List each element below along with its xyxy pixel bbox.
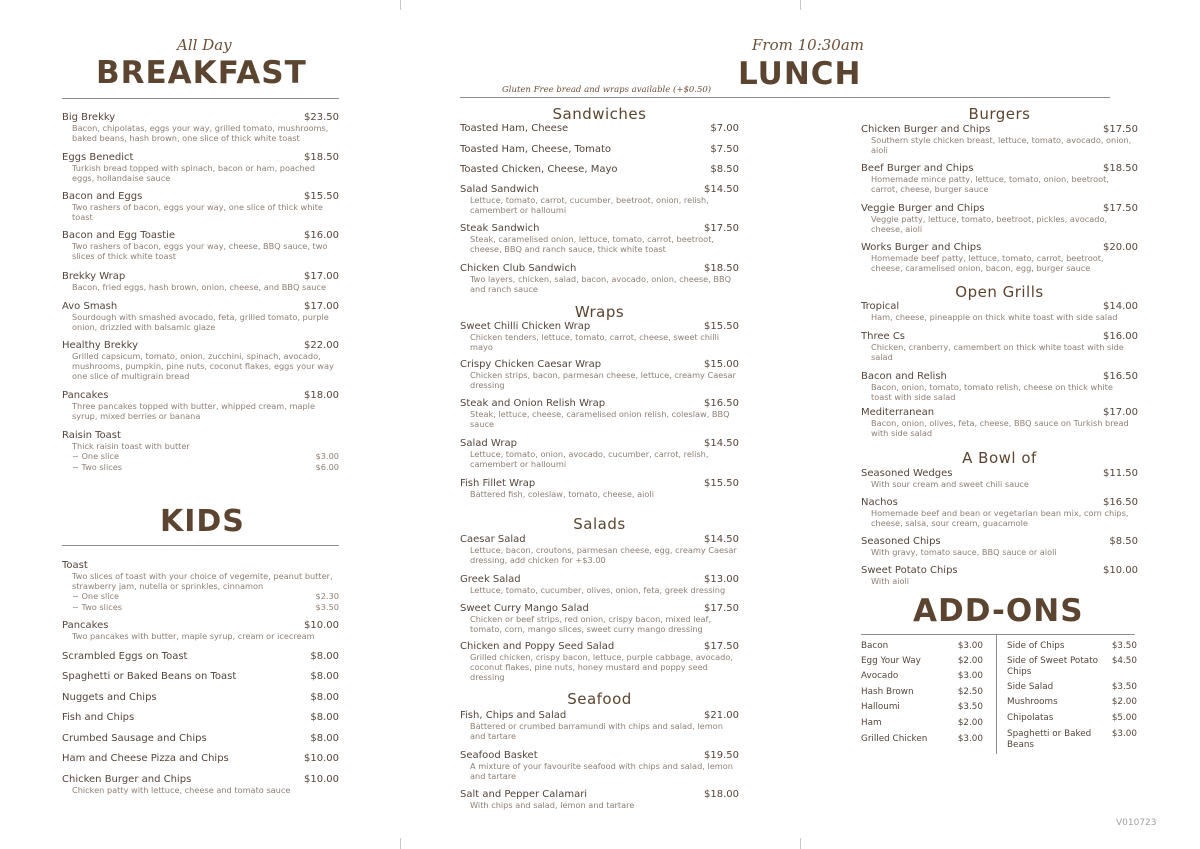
item-description: Two layers, chicken, salad, bacon, avocado, onion, cheese, BBQ and ranch sauce [470, 274, 732, 294]
addon-price: $5.00 [1111, 713, 1137, 723]
item-price: $19.50 [704, 750, 739, 761]
item-description: Homemade beef and bean or vegetarian bean mix, corn chips, cheese, salsa, sour cream, guacamole [871, 508, 1129, 528]
item-name: Chicken Burger and Chips [62, 774, 192, 785]
addon-name: Side of Sweet Potato Chips [1007, 656, 1098, 677]
item-description: Steak, caramelised onion, lettuce, tomato, carrot, beetroot, cheese, BBQ and ranch sauce, thick white toast [470, 234, 715, 254]
item-price: $8.00 [310, 671, 339, 682]
menu-item [861, 331, 1138, 362]
item-name: Toasted Ham, Cheese, Tomato [460, 144, 611, 155]
item-price: $18.50 [704, 263, 739, 274]
menu-item [460, 710, 739, 741]
option-label: ~ Two slices [72, 601, 123, 612]
addon-item [861, 687, 983, 698]
item-name: Salad Sandwich [460, 184, 539, 195]
item-price: $23.50 [304, 112, 339, 123]
item-description: With chips and salad, lemon and tartare [470, 800, 635, 810]
menu-item [62, 753, 339, 764]
item-name: Tropical [861, 301, 900, 312]
item-price: $17.50 [704, 641, 739, 652]
item-name: Pancakes [62, 390, 109, 401]
menu-item [62, 774, 339, 795]
item-description: Two pancakes with butter, maple syrup, cream or icecream [72, 631, 315, 641]
item-price: $18.00 [704, 789, 739, 800]
menu-item [460, 123, 739, 134]
item-description: Ham, cheese, pineapple on thick white toast with side salad [871, 312, 1118, 322]
item-price: $16.50 [1103, 497, 1138, 508]
item-price: $8.00 [310, 733, 339, 744]
item-option [62, 462, 339, 473]
addon-price: $3.50 [1111, 682, 1137, 692]
option-price: $3.00 [315, 451, 339, 461]
menu-item [861, 242, 1138, 273]
item-description: Chicken patty with lettuce, cheese and tomato sauce [72, 785, 291, 795]
addon-name: Side Salad [1007, 682, 1054, 692]
addon-price: $3.00 [1111, 729, 1137, 739]
menu-item [460, 641, 739, 682]
menu-item [861, 124, 1138, 155]
addon-name: Avocado [861, 671, 899, 681]
item-name: Scrambled Eggs on Toast [62, 651, 188, 662]
item-option [62, 591, 339, 602]
addons-title: ADD-ONS [913, 593, 1084, 629]
addon-item [861, 702, 983, 713]
addon-name: Ham [861, 718, 882, 728]
item-name: Avo Smash [62, 301, 118, 312]
item-description: Two rashers of bacon, eggs your way, cheese, BBQ sauce, two slices of thick white toast [72, 241, 328, 261]
item-price: $17.00 [1103, 407, 1138, 418]
item-name: Mediterranean [861, 407, 935, 418]
breakfast-title: BREAKFAST [96, 55, 307, 91]
addon-item [1007, 729, 1137, 750]
addons-divider [996, 634, 997, 754]
item-name: Nuggets and Chips [62, 692, 157, 703]
item-name: Healthy Brekky [62, 340, 138, 351]
item-description: Bacon, chipolatas, eggs your way, grilled tomato, mushrooms, baked beans, hash brown, one slice of thick white toast [72, 123, 329, 143]
addon-item [861, 734, 983, 745]
addon-price: $3.50 [1111, 641, 1137, 651]
divider [861, 634, 1135, 635]
menu-item [460, 398, 739, 429]
item-price: $10.00 [304, 620, 339, 631]
option-price: $3.50 [315, 601, 339, 612]
item-price: $21.00 [704, 710, 739, 721]
addon-name: Hash Brown [861, 687, 914, 697]
addon-name: Halloumi [861, 702, 900, 712]
menu-item [861, 203, 1138, 234]
item-description: Two rashers of bacon, eggs your way, one slice of thick white toast [72, 202, 323, 222]
menu-item [62, 651, 339, 662]
fold-mark [400, 838, 401, 849]
menu-item [460, 223, 739, 254]
menu-item [861, 407, 1138, 438]
addon-name: Spaghetti or Baked Beans [1007, 729, 1092, 750]
menu-item [62, 191, 339, 222]
menu-item [460, 144, 739, 155]
item-price: $18.50 [304, 152, 339, 163]
menu-item [62, 733, 339, 744]
item-name: Nachos [861, 497, 898, 508]
addon-price: $3.00 [957, 641, 983, 651]
menu-item [62, 340, 339, 381]
menu-item [62, 430, 339, 472]
item-description: Homemade beef patty, lettuce, tomato, carrot, beetroot, cheese, caramelised onion, bacon, egg, burger sauce [871, 253, 1104, 273]
item-description: Battered or crumbed barramundi with chips and salad, lemon and tartare [470, 721, 723, 741]
item-name: Chicken and Poppy Seed Salad [460, 641, 615, 652]
item-price: $16.00 [304, 230, 339, 241]
item-description: With aioli [871, 576, 910, 586]
addon-name: Mushrooms [1007, 697, 1058, 707]
item-price: $8.00 [310, 692, 339, 703]
item-price: $15.50 [304, 191, 339, 202]
menu-item [460, 359, 739, 390]
item-name: Salad Wrap [460, 438, 517, 449]
addon-price: $2.00 [957, 718, 983, 728]
menu-item [460, 789, 739, 810]
item-description: Chicken or beef strips, red onion, crispy bacon, mixed leaf, tomato, corn, mango slices, sweet curry mango dressing [470, 614, 712, 634]
option-price: $2.30 [315, 591, 339, 601]
addon-item [861, 718, 983, 729]
gluten-free-note: Gluten Free bread and wraps available (+$0.50) [502, 85, 712, 95]
item-price: $16.50 [1103, 371, 1138, 382]
item-description: Turkish bread topped with spinach, bacon or ham, poached eggs, hollandaise sauce [72, 163, 315, 183]
addon-price: $3.00 [957, 734, 983, 744]
item-description: With gravy, tomato sauce, BBQ sauce or aioli [871, 547, 1057, 557]
lunch-subtitle: From 10:30am [752, 36, 864, 54]
menu-item [62, 390, 339, 421]
item-price: $15.00 [704, 359, 739, 370]
item-price: $14.50 [704, 184, 739, 195]
addon-price: $2.00 [957, 656, 983, 666]
item-name: Spaghetti or Baked Beans on Toast [62, 671, 237, 682]
option-label: ~ One slice [72, 591, 120, 601]
item-price: $14.50 [704, 534, 739, 545]
item-name: Raisin Toast [62, 430, 121, 441]
addon-price: $2.00 [1111, 697, 1137, 707]
addon-price: $2.50 [957, 687, 983, 697]
item-price: $13.00 [704, 574, 739, 585]
item-name: Works Burger and Chips [861, 242, 982, 253]
divider [62, 545, 339, 546]
addon-price: $4.50 [1111, 656, 1137, 666]
bowl-heading: A Bowl of [962, 449, 1037, 467]
item-name: Seasoned Chips [861, 536, 941, 547]
item-description: Chicken strips, bacon, parmesan cheese, lettuce, creamy Caesar dressing [470, 370, 736, 390]
item-price: $10.00 [304, 774, 339, 785]
item-name: Veggie Burger and Chips [861, 203, 985, 214]
item-price: $17.50 [1103, 203, 1138, 214]
item-price: $22.00 [304, 340, 339, 351]
item-name: Sweet Chilli Chicken Wrap [460, 321, 591, 332]
item-description: Grilled capsicum, tomato, onion, zucchini, spinach, avocado, mushrooms, pumpkin, pine nuts, coconut flakes, eggs your way one slice of multigrain bread [72, 351, 334, 381]
addon-name: Bacon [861, 641, 889, 651]
item-price: $15.50 [704, 321, 739, 332]
item-name: Chicken Club Sandwich [460, 263, 577, 274]
divider [460, 97, 1110, 98]
addon-name: Grilled Chicken [861, 734, 928, 744]
item-description: Sourdough with smashed avocado, feta, grilled tomato, purple onion, drizzled with balsamic glaze [72, 312, 329, 332]
item-description: Bacon, fried eggs, hash brown, onion, cheese, and BBQ sauce [72, 282, 326, 292]
item-description: Southern style chicken breast, lettuce, tomato, avocado, onion, aioli [871, 135, 1132, 155]
item-description: Two slices of toast with your choice of vegemite, peanut butter, strawberry jam, nutella or sprinkles, cinnamon [72, 571, 333, 591]
item-option [62, 451, 339, 462]
menu-item [861, 497, 1138, 528]
addon-item [861, 656, 983, 667]
item-price: $17.50 [704, 223, 739, 234]
item-description: Homemade mince patty, lettuce, tomato, onion, beetroot, carrot, cheese, burger sauce [871, 174, 1109, 194]
option-label: ~ One slice [72, 451, 120, 461]
item-price: $10.00 [1103, 565, 1138, 576]
item-name: Pancakes [62, 620, 109, 631]
menu-item [460, 750, 739, 781]
menu-item [460, 164, 739, 175]
item-name: Crispy Chicken Caesar Wrap [460, 359, 602, 370]
item-description: Grilled chicken, crispy bacon, lettuce, purple cabbage, avocado, coconut flakes, pine nuts, honey mustard and poppy seed dressing [470, 652, 733, 682]
item-description: Lettuce, tomato, cucumber, olives, onion, feta, greek dressing [470, 585, 726, 595]
item-price: $7.00 [710, 123, 739, 134]
menu-item [861, 301, 1138, 322]
option-label: ~ Two slices [72, 461, 123, 472]
item-description: Bacon, onion, tomato, tomato relish, cheese on thick white toast with side salad [871, 382, 1113, 402]
menu-item [62, 230, 339, 261]
item-price: $18.00 [304, 390, 339, 401]
menu-item [62, 271, 339, 292]
item-name: Fish, Chips and Salad [460, 710, 567, 721]
item-name: Toast [62, 560, 88, 571]
item-name: Sweet Curry Mango Salad [460, 603, 589, 614]
fold-mark [400, 0, 401, 10]
lunch-title: LUNCH [738, 56, 862, 92]
menu-item [460, 321, 739, 352]
item-price: $16.00 [1103, 331, 1138, 342]
item-description: Steak, lettuce, cheese, caramelised onion relish, coleslaw, BBQ sauce [470, 409, 730, 429]
addon-price: $3.50 [957, 702, 983, 712]
menu-item [460, 478, 739, 499]
item-name: Big Brekky [62, 112, 116, 123]
item-name: Three Cs [861, 331, 906, 342]
item-name: Eggs Benedict [62, 152, 134, 163]
item-price: $8.00 [310, 651, 339, 662]
item-price: $20.00 [1103, 242, 1138, 253]
item-name: Caesar Salad [460, 534, 526, 545]
item-price: $14.00 [1103, 301, 1138, 312]
menu-item [460, 603, 739, 634]
menu-item [62, 671, 339, 682]
menu-item [62, 620, 339, 641]
menu-item [62, 301, 339, 332]
menu-item [460, 438, 739, 469]
item-description: Three pancakes topped with butter, whipped cream, maple syrup, mixed berries or banana [72, 401, 315, 421]
item-price: $8.50 [710, 164, 739, 175]
menu-item [460, 534, 739, 565]
menu-item [62, 112, 339, 143]
item-price: $11.50 [1103, 468, 1138, 479]
item-name: Salt and Pepper Calamari [460, 789, 588, 800]
item-description: Battered fish, coleslaw, tomato, cheese, aioli [470, 489, 654, 499]
addon-item [1007, 713, 1137, 724]
burgers-heading: Burgers [968, 105, 1031, 123]
item-price: $14.50 [704, 438, 739, 449]
addon-name: Side of Chips [1007, 641, 1065, 651]
item-description: Veggie patty, lettuce, tomato, beetroot, pickles, avocado, cheese, aioli [871, 214, 1108, 234]
item-option [62, 602, 339, 613]
menu-item [861, 163, 1138, 194]
item-price: $17.00 [304, 301, 339, 312]
item-name: Toasted Chicken, Cheese, Mayo [460, 164, 618, 175]
menu-item [861, 565, 1138, 586]
menu-item [861, 468, 1138, 489]
version-code: V010723 [1116, 818, 1157, 828]
item-name: Sweet Potato Chips [861, 565, 958, 576]
addon-item [861, 671, 983, 682]
addon-price: $3.00 [957, 671, 983, 681]
menu-item [62, 560, 339, 612]
item-price: $17.50 [1103, 124, 1138, 135]
item-description: Chicken tenders, lettuce, tomato, carrot, cheese, sweet chilli mayo [470, 332, 720, 352]
salads-heading: Salads [573, 515, 626, 533]
item-name: Toasted Ham, Cheese [460, 123, 569, 134]
item-name: Bacon and Eggs [62, 191, 143, 202]
item-price: $10.00 [304, 753, 339, 764]
item-name: Ham and Cheese Pizza and Chips [62, 753, 229, 764]
item-name: Steak Sandwich [460, 223, 540, 234]
fold-mark [800, 838, 801, 849]
item-price: $8.00 [310, 712, 339, 723]
item-description: With sour cream and sweet chili sauce [871, 479, 1029, 489]
item-price: $15.50 [704, 478, 739, 489]
fold-mark [800, 0, 801, 10]
menu-item [62, 152, 339, 183]
sandwiches-heading: Sandwiches [552, 105, 647, 123]
item-name: Bacon and Egg Toastie [62, 230, 176, 241]
item-name: Seasoned Wedges [861, 468, 953, 479]
item-description: Lettuce, bacon, croutons, parmesan cheese, egg, creamy Caesar dressing, add chicken for +$3.00 [470, 545, 737, 565]
divider [62, 98, 339, 99]
item-description: A mixture of your favourite seafood with chips and salad, lemon and tartare [470, 761, 733, 781]
wraps-heading: Wraps [574, 303, 625, 321]
option-price: $6.00 [315, 461, 339, 472]
menu-item [460, 263, 739, 294]
item-name: Crumbed Sausage and Chips [62, 733, 207, 744]
menu-item [62, 712, 339, 723]
addon-item [1007, 682, 1137, 693]
item-price: $16.50 [704, 398, 739, 409]
item-name: Bacon and Relish [861, 371, 947, 382]
menu-item [861, 371, 1138, 402]
item-price: $17.00 [304, 271, 339, 282]
addon-name: Chipolatas [1007, 713, 1054, 723]
item-name: Chicken Burger and Chips [861, 124, 991, 135]
item-price: $8.50 [1109, 536, 1138, 547]
item-price: $7.50 [710, 144, 739, 155]
addon-item [1007, 656, 1137, 677]
menu-item [861, 536, 1138, 557]
item-name: Brekky Wrap [62, 271, 126, 282]
item-description: Chicken, cranberry, camembert on thick white toast with side salad [871, 342, 1124, 362]
item-name: Greek Salad [460, 574, 521, 585]
kids-title: KIDS [160, 504, 245, 539]
item-name: Fish Fillet Wrap [460, 478, 536, 489]
menu-item [460, 574, 739, 595]
item-description: Bacon, onion, olives, feta, cheese, BBQ sauce on Turkish bread with side salad [871, 418, 1129, 438]
item-name: Fish and Chips [62, 712, 135, 723]
menu-item [62, 692, 339, 703]
addon-item [1007, 697, 1137, 708]
item-price: $18.50 [1103, 163, 1138, 174]
item-name: Steak and Onion Relish Wrap [460, 398, 606, 409]
menu-item [460, 184, 739, 215]
item-name: Beef Burger and Chips [861, 163, 974, 174]
seafood-heading: Seafood [567, 690, 632, 708]
item-description: Thick raisin toast with butter [72, 441, 190, 451]
breakfast-subtitle: All Day [177, 36, 232, 54]
item-description: Lettuce, tomato, onion, avocado, cucumber, carrot, relish, camembert or halloumi [470, 449, 709, 469]
item-name: Seafood Basket [460, 750, 538, 761]
addon-item [861, 641, 983, 652]
open-grills-heading: Open Grills [955, 283, 1044, 301]
addon-item [1007, 641, 1137, 652]
item-description: Lettuce, tomato, carrot, cucumber, beetroot, onion, relish, camembert or halloumi [470, 195, 709, 215]
item-price: $17.50 [704, 603, 739, 614]
addon-name: Egg Your Way [861, 656, 921, 666]
